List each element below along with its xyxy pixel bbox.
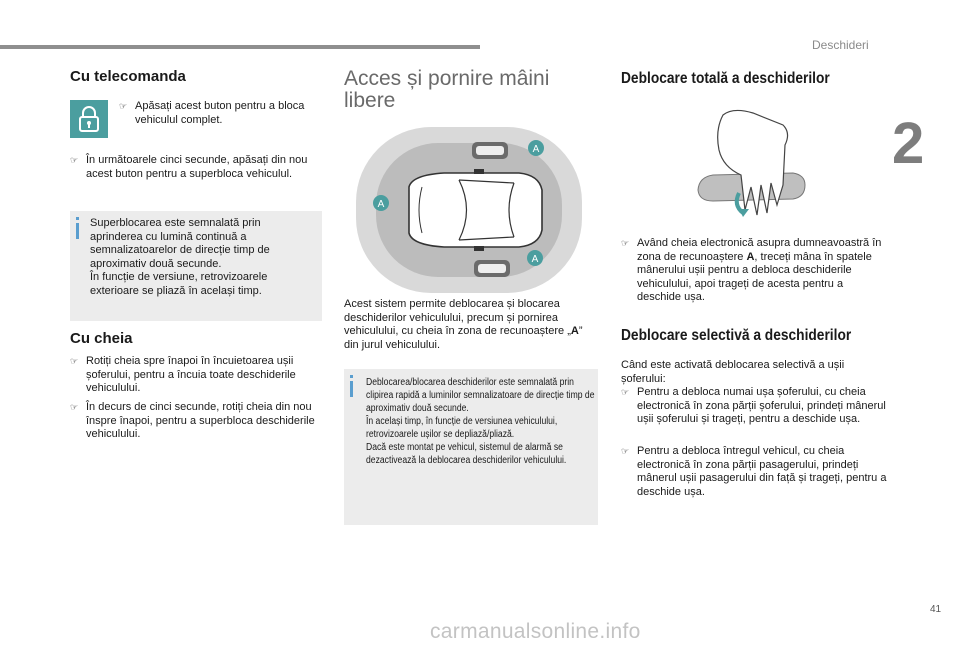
zone-marker-a-left — [373, 195, 389, 211]
chapter-number: 2 — [892, 111, 925, 176]
superlock-note-box — [70, 211, 322, 321]
section-title-selective-unlock: Deblocare selectivă a deschiderilor — [621, 327, 852, 344]
page-number: 41 — [930, 604, 942, 615]
hand-on-door-handle-illustration — [693, 105, 809, 220]
cheia-step-2: ☞ În decurs de cinci secunde, rotiți cheia din nou înspre înapoi, pentru a superbloca deschiderile vehiculului. — [70, 401, 315, 440]
car-top-view-icon — [409, 169, 542, 251]
bullet-icon: ☞ — [70, 356, 79, 366]
section-title-hands-free: Acces și pornire mâini libere — [344, 67, 550, 112]
zone-marker-a-top — [528, 140, 544, 156]
bullet-icon: ☞ — [621, 446, 630, 456]
header-rule — [0, 45, 480, 49]
telecomanda-step-1: ☞ Apăsați acest buton pentru a bloca vehiculul complet. — [119, 100, 305, 126]
bullet-icon: ☞ — [621, 238, 630, 248]
bullet-icon: ☞ — [621, 387, 630, 397]
bullet-icon: ☞ — [70, 155, 79, 165]
lock-signal-note-box — [344, 369, 598, 525]
section-name: Deschideri — [812, 38, 869, 52]
bullet-icon: ☞ — [119, 101, 128, 111]
zone-marker-a-bottom — [527, 250, 543, 266]
selective-unlock-step-2: ☞ Pentru a debloca întregul vehicul, cu cheia electronică în zona părții pasagerului, prindeți mânerul ușii pasagerului din față și trageți, pentru a deschide ușa. — [621, 445, 887, 498]
bullet-icon: ☞ — [70, 402, 79, 412]
lock-signal-note-text: Deblocarea/blocarea deschiderilor este semnalată prin clipirea rapidă a luminilor semnalizatoare de direcție timp de aproximativ două secunde. În același timp, în funcție de versiunea vehiculului, retrovizoarele ușilor se depliază/pliază. Dacă este montat pe vehicul, sistemul de alarmă se dezactivează la deblocarea deschiderilor vehiculului. — [366, 377, 595, 466]
selective-unlock-intro: Când este activată deblocarea selectivă a ușii șoferului: — [621, 359, 845, 385]
section-title-telecomanda: Cu telecomanda — [70, 68, 186, 85]
info-icon — [76, 223, 79, 239]
info-icon — [350, 381, 353, 397]
section-title-total-unlock: Deblocare totală a deschiderilor — [621, 70, 830, 87]
svg-text:A: A — [532, 144, 540, 155]
cheia-step-1: ☞ Rotiți cheia spre înapoi în încuietoarea ușii șoferului, pentru a încuia toate deschiderile vehiculului. — [70, 355, 296, 394]
telecomanda-step-2: ☞ În următoarele cinci secunde, apăsați din nou acest buton pentru a superbloca vehiculul. — [70, 154, 308, 180]
total-unlock-step: ☞ Având cheia electronică asupra dumneavoastră în zona de recunoaștere A, treceți mâna în spatele mânerului ușii pentru a debloca deschiderile vehiculului, apoi trageți de acesta pentru a deschide ușa. — [621, 237, 882, 303]
section-title-cheia: Cu cheia — [70, 330, 133, 347]
key-fob-bottom-icon — [474, 260, 510, 277]
recognition-zone-diagram — [354, 125, 584, 295]
superlock-note-text: Superblocarea este semnalată prin aprinderea cu lumină continuă a semnalizatoarelor de direcție timp de aproximativ două secunde. În funcție de versiune, retrovizoarele exterioare se pliază în același timp. — [90, 217, 270, 297]
selective-unlock-step-1: ☞ Pentru a debloca numai ușa șoferului, cu cheia electronică în zona părții șoferului, prindeți mânerul ușii șoferului și trageți, pentru a deschide ușa. — [621, 386, 886, 425]
watermark: carmanualsonline.info — [430, 620, 641, 643]
key-fob-top-icon — [472, 142, 508, 159]
svg-text:A: A — [377, 199, 385, 210]
lock-button-icon — [70, 100, 108, 138]
svg-text:A: A — [531, 254, 539, 265]
hands-free-description: Acest sistem permite deblocarea și blocarea deschiderilor vehiculului, precum și pornirea vehiculului, cu cheia în zona de recunoaștere „A” din jurul vehiculului. — [344, 298, 583, 351]
